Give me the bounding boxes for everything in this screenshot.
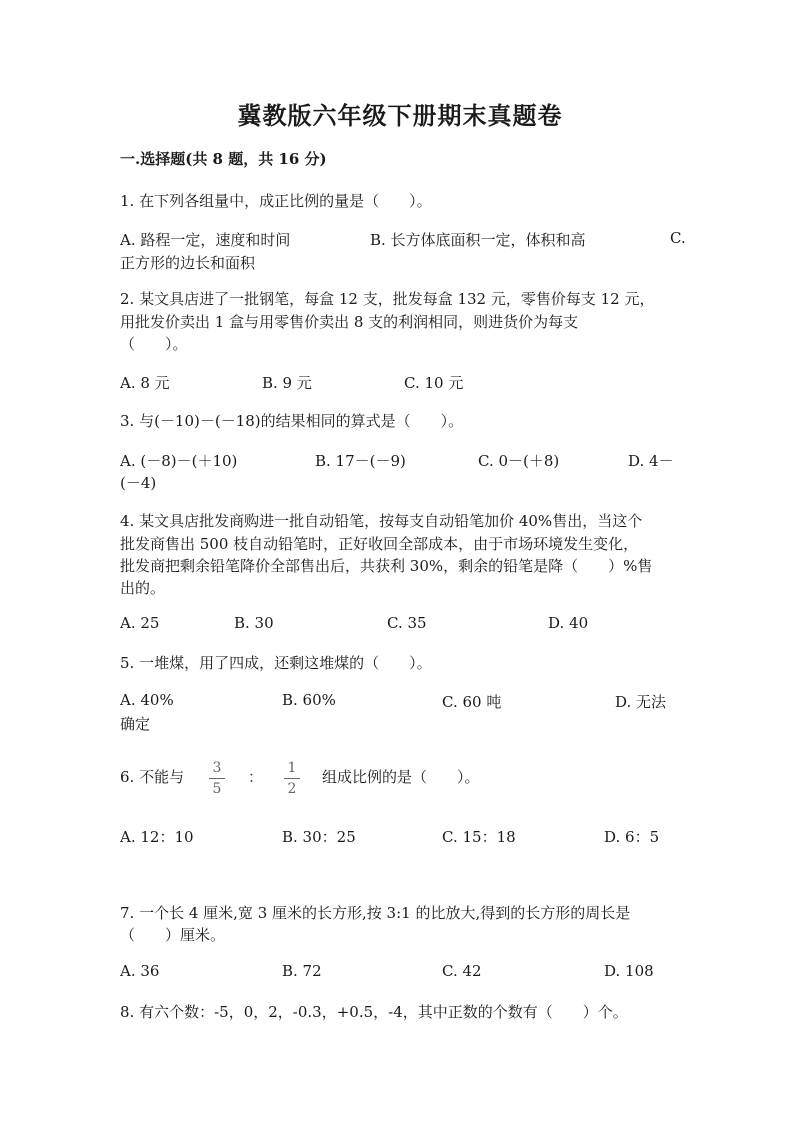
question-6-stem-suffix: 组成比例的是（ ）。 bbox=[322, 768, 480, 786]
section-heading: 一.选择题(共 8 题，共 16 分) bbox=[120, 150, 327, 168]
question-5-option-a: A. 40% bbox=[120, 691, 174, 709]
question-5-stem: 5. 一堆煤，用了四成，还剩这堆煤的（ ）。 bbox=[120, 654, 432, 672]
fraction-bar bbox=[209, 778, 225, 779]
fraction-three-fifths bbox=[209, 759, 225, 798]
fraction-denominator: 2 bbox=[287, 781, 297, 797]
question-2-stem-line-2: 用批发价卖出 1 盒与用零售价卖出 8 支的利润相同，则进货价为每支 bbox=[120, 313, 579, 331]
fraction-denominator: 5 bbox=[212, 781, 222, 797]
question-2-option-c: C. 10 元 bbox=[404, 374, 464, 392]
question-3-option-b: B. 17－(－9) bbox=[315, 452, 406, 470]
question-6-option-c: C. 15：18 bbox=[442, 828, 516, 846]
ratio-colon: ： bbox=[248, 768, 264, 786]
question-2-stem-line-1: 2. 某文具店进了一批钢笔，每盒 12 支，批发每盒 132 元，零售价每支 12 元， bbox=[120, 290, 655, 308]
question-5-option-d-continued: 确定 bbox=[120, 715, 151, 733]
question-4-stem-line-1: 4. 某文具店批发商购进一批自动铅笔，按每支自动铅笔加价 40%售出，当这个 bbox=[120, 512, 643, 530]
question-7-option-b: B. 72 bbox=[282, 962, 322, 980]
question-6-option-b: B. 30：25 bbox=[282, 828, 356, 846]
fraction-bar bbox=[284, 778, 300, 779]
question-4-option-a: A. 25 bbox=[120, 614, 160, 632]
page-title: 冀教版六年级下册期末真题卷 bbox=[237, 101, 563, 130]
question-4-stem-line-2: 批发商售出 500 枝自动铅笔时，正好收回全部成本，由于市场环境发生变化， bbox=[120, 535, 639, 553]
question-5-option-b: B. 60% bbox=[282, 691, 336, 709]
question-3-option-a: A. (－8)－(＋10) bbox=[120, 452, 238, 470]
question-6-option-d: D. 6：5 bbox=[604, 828, 660, 846]
question-7-stem-line-1: 7. 一个长 4 厘米,宽 3 厘米的长方形,按 3:1 的比放大,得到的长方形的周长是 bbox=[120, 904, 631, 922]
question-7-option-c: C. 42 bbox=[442, 962, 482, 980]
question-7-option-d: D. 108 bbox=[604, 962, 654, 980]
question-1-option-c-continued: 正方形的边长和面积 bbox=[120, 254, 256, 272]
question-4-stem-line-3: 批发商把剩余铅笔降价全部售出后，共获利 30%，剩余的铅笔是降（ ）%售 bbox=[120, 557, 653, 575]
fraction-numerator: 3 bbox=[212, 760, 222, 776]
question-1-option-b: B. 长方体底面积一定，体积和高 bbox=[370, 231, 586, 249]
question-3-option-d-continued: (－4) bbox=[120, 474, 157, 492]
fraction-one-half bbox=[284, 759, 300, 798]
question-4-stem-line-4: 出的。 bbox=[120, 579, 166, 597]
question-1-option-c: C. bbox=[670, 229, 686, 247]
question-4-option-d: D. 40 bbox=[548, 614, 589, 632]
question-3-option-d: D. 4－ bbox=[628, 452, 674, 470]
question-2-option-a: A. 8 元 bbox=[120, 374, 170, 392]
question-7-stem-line-2: （ ）厘米。 bbox=[120, 926, 226, 944]
question-2-stem-line-3: （ ）。 bbox=[120, 335, 188, 353]
question-5-option-d: D. 无法 bbox=[615, 693, 667, 711]
question-1-stem: 1. 在下列各组量中，成正比例的量是（ ）。 bbox=[120, 192, 432, 210]
fraction-numerator: 1 bbox=[287, 760, 297, 776]
question-1-option-a: A. 路程一定，速度和时间 bbox=[120, 231, 291, 249]
question-4-option-b: B. 30 bbox=[234, 614, 274, 632]
question-5-option-c: C. 60 吨 bbox=[442, 693, 502, 711]
question-2-option-b: B. 9 元 bbox=[262, 374, 312, 392]
question-8-stem: 8. 有六个数：-5，0，2，-0.3，+0.5，-4，其中正数的个数有（ ）个。 bbox=[120, 1003, 628, 1021]
question-7-option-a: A. 36 bbox=[120, 962, 160, 980]
question-4-option-c: C. 35 bbox=[387, 614, 427, 632]
question-3-stem: 3. 与(－10)－(－18)的结果相同的算式是（ ）。 bbox=[120, 412, 464, 430]
question-6-option-a: A. 12：10 bbox=[120, 828, 194, 846]
question-6-stem-prefix: 6. 不能与 bbox=[120, 768, 185, 786]
question-3-option-c: C. 0－(＋8) bbox=[478, 452, 560, 470]
